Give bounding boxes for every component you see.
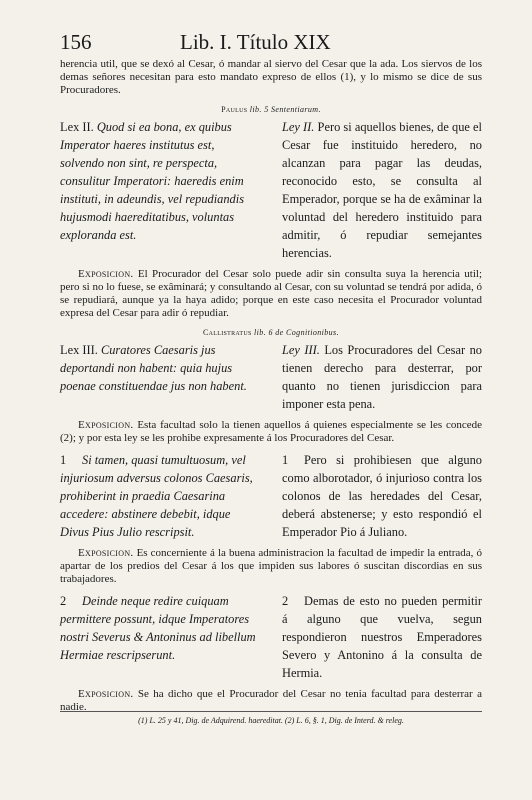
exposition-body: El Procurador del Cesar solo puede adir sin consulta suya la herencia util; pero si no lo fuese, se exâminará; y consultando al Cesar, con su voluntad se tendrá por adida, ó se repudiará, aunque ya la haya adido; porque en este caso necesita el Procurador voluntad expresa del Cesar para adir ó repudiar. — [60, 268, 483, 319]
law-columns — [60, 341, 482, 413]
spanish-text — [282, 341, 482, 413]
exposition-body: Esta facultad solo la tienen aquellos á quienes especialmente se les concede (2); y por esta ley se les prohibe expresamente á los Procuradores del Cesar. — [60, 419, 483, 444]
exposition-paragraph — [60, 268, 482, 320]
intro-paragraph: herencia util, que se dexó al Cesar, ó mandar al siervo del Cesar que la ada. Los siervos de los demas señores necesitan para esto mandato expreso de ellos (1), y lo mismo se dice de sus Procuradores. — [60, 58, 482, 96]
spanish-law-body: Los Procuradores del Cesar no tienen derecho para desterrar, por quanto no tienen jurisdiccion para imponer esta pena. — [282, 343, 482, 411]
exposition-label: Exposicion. — [78, 419, 134, 431]
exposition-label: Exposicion. — [78, 547, 134, 559]
footnote-divider — [60, 711, 482, 712]
law-columns — [60, 118, 482, 262]
source-reference: lib. 6 de Cognitionibus. — [254, 328, 339, 337]
spanish-law-body: Demas de esto no pueden permitir á alguno que vuelva, segun respondieron nuestros Emperadores Severo y Antonino á la consulta de Hermia. — [282, 594, 482, 680]
spanish-law-heading: Ley III. — [282, 343, 320, 357]
source-author: Callistratus — [203, 328, 252, 337]
law-columns — [60, 451, 482, 541]
page-header — [60, 30, 482, 58]
exposition-body: Es concerniente á la buena administracion la facultad de impedir la entrada, ó apartar de los predios del Cesar á los que impiden sus labores ó suscitan discordias en sus trabajadores. — [60, 547, 483, 585]
exposition-body: Se ha dicho que el Procurador del Cesar no tenia facultad para desterrar a nadie. — [60, 688, 482, 713]
footnote: (1) L. 25 y 41, Dig. de Adquirend. haereditat. (2) L. 6, §. 1, Dig. de Interd. & releg. — [138, 716, 404, 725]
exposition-paragraph — [60, 419, 482, 445]
exposition-paragraph — [60, 688, 482, 713]
spanish-law-heading: Ley II. — [282, 120, 315, 134]
exposition-label: Exposicion. — [78, 688, 134, 700]
paragraph-number: 2 — [282, 594, 289, 608]
spanish-text — [282, 592, 482, 682]
paragraph-number: 1 — [282, 453, 289, 467]
source-reference: lib. 5 Sententiarum. — [249, 105, 321, 114]
law-columns — [60, 592, 482, 682]
latin-law-heading: Lex II. — [60, 120, 94, 134]
latin-law-body: Deinde neque redire cuiquam permittere possunt, idque Imperatores nostri Severus & Antoninus ad libellum Hermiae rescripserunt. — [60, 594, 256, 662]
latin-law-body: Curatores Caesaris jus deportandi non habent: quia hujus poenae constituendae jus non habent. — [60, 343, 247, 393]
source-citation — [60, 328, 482, 337]
source-citation — [60, 105, 482, 114]
latin-text — [60, 592, 260, 682]
page-number: 156 — [60, 30, 92, 54]
latin-text — [60, 118, 260, 262]
paragraph-number: 1 — [60, 453, 67, 467]
paragraph-number: 2 — [60, 594, 67, 608]
exposition-label: Exposicion. — [78, 268, 134, 280]
latin-law-body: Quod si ea bona, ex quibus Imperator haeres institutus est, solvendo non sint, re perspecta, consulitur Imperatori: haeredis enim instituti, in adeundis, vel repudiandis hujusmodi haereditatibus, voluntas exploranda est. — [60, 120, 245, 242]
spanish-text — [282, 451, 482, 541]
source-author: Paulus — [221, 105, 248, 114]
spanish-law-body: Pero si prohibiesen que alguno como alborotador, ó injurioso contra los colonos de las heredades del Cesar, deberá abstenerse; y esto respondió el Emperador Pio á Juliano. — [282, 453, 482, 539]
spanish-law-body: Pero si aquellos bienes, de que el Cesar fue instituido heredero, no alcanzan para pagar las deudas, reconocido esto, se consulta al Emperador, porque se ha de exâminar la voluntad del heredero instituido para admitir, ó repudiar semejantes herencias. — [282, 120, 482, 260]
latin-law-body: Si tamen, quasi tumultuosum, vel injuriosum adversus colonos Caesaris, prohiberint in praedia Caesarina accedere: abstinere debebit, idque Divus Pius Julio rescripsit. — [60, 453, 253, 539]
latin-text — [60, 451, 260, 541]
exposition-paragraph — [60, 547, 482, 586]
spanish-text — [282, 118, 482, 262]
running-title: Lib. I. Título XIX — [180, 30, 331, 54]
latin-law-heading: Lex III. — [60, 343, 98, 357]
latin-text — [60, 341, 260, 413]
